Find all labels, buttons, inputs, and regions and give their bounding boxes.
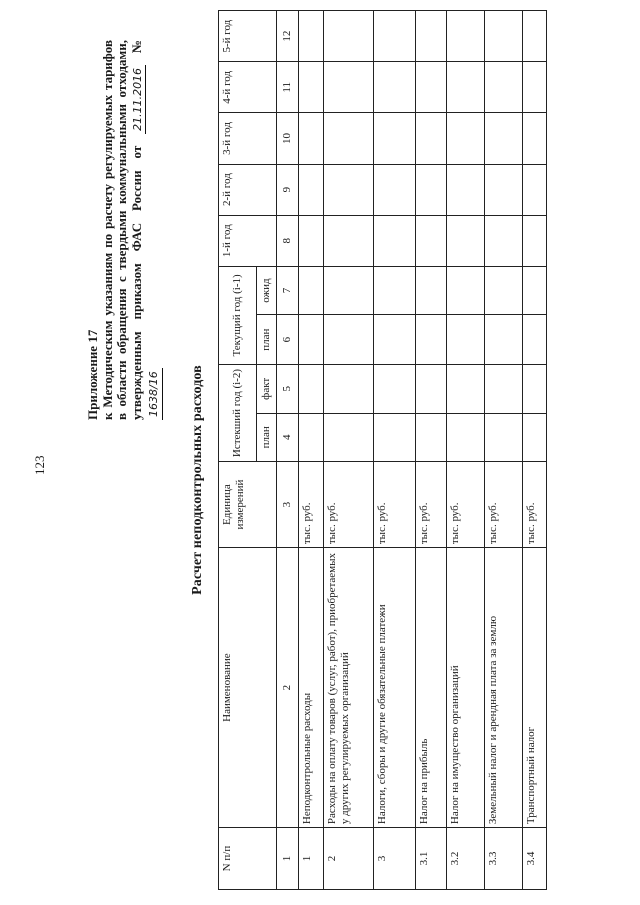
header-year-3: 3-й год bbox=[219, 113, 277, 164]
header-current-expected: ожид bbox=[257, 266, 277, 314]
header-year-5: 5-й год bbox=[219, 11, 277, 62]
column-number: 1 bbox=[277, 828, 299, 890]
row-unit: тыс. руб. bbox=[324, 461, 374, 547]
handwritten-date: 21.11.2016 bbox=[131, 65, 147, 134]
header-expired-plan: план bbox=[257, 413, 277, 461]
column-number: 2 bbox=[277, 548, 299, 828]
document-title: Расчет неподконтрольных расходов bbox=[190, 365, 205, 595]
row-num: 3.3 bbox=[485, 828, 523, 890]
column-number: 5 bbox=[277, 365, 299, 413]
header-expired-fact: факт bbox=[257, 365, 277, 413]
column-number: 6 bbox=[277, 315, 299, 365]
appendix-header bbox=[86, 40, 163, 420]
column-number: 4 bbox=[277, 413, 299, 461]
column-number: 11 bbox=[277, 62, 299, 113]
appendix-text: к Методическим указаниям по расчету регулируемых тарифов в области обращения с твердыми коммунальными отходами, утвержденным приказом ФАС России от bbox=[99, 40, 144, 420]
appendix-label: Приложение 17 bbox=[85, 329, 100, 420]
row-name: Транспортный налог bbox=[523, 548, 547, 828]
row-num: 3.4 bbox=[523, 828, 547, 890]
row-num: 3.2 bbox=[447, 828, 485, 890]
row-name: Налог на прибыль bbox=[416, 548, 447, 828]
handwritten-number: 1638/16 bbox=[147, 368, 163, 420]
header-year-1: 1-й год bbox=[219, 215, 277, 266]
header-num: N п/п bbox=[219, 828, 277, 890]
table-row bbox=[324, 11, 374, 890]
row-unit: тыс. руб. bbox=[299, 461, 324, 547]
row-num: 3.1 bbox=[416, 828, 447, 890]
table-row bbox=[447, 11, 485, 890]
table-row bbox=[299, 11, 324, 890]
row-num: 3 bbox=[374, 828, 416, 890]
header-year-2: 2-й год bbox=[219, 164, 277, 215]
header-expired-year: Истекший год (i-2) bbox=[219, 365, 257, 462]
header-current-year: Текущий год (i-1) bbox=[219, 266, 257, 364]
column-number: 7 bbox=[277, 266, 299, 314]
number-sign: № bbox=[128, 39, 144, 54]
header-unit: Единица измерений bbox=[219, 461, 277, 547]
table-row bbox=[485, 11, 523, 890]
column-number: 12 bbox=[277, 11, 299, 62]
header-year-4: 4-й год bbox=[219, 62, 277, 113]
row-unit: тыс. руб. bbox=[523, 461, 547, 547]
row-name: Земельный налог и арендная плата за землю bbox=[485, 548, 523, 828]
row-name: Неподконтрольные расходы bbox=[299, 548, 324, 828]
row-unit: тыс. руб. bbox=[485, 461, 523, 547]
column-number: 9 bbox=[277, 164, 299, 215]
expenses-table bbox=[218, 10, 547, 890]
header-current-plan: план bbox=[257, 315, 277, 365]
column-number: 10 bbox=[277, 113, 299, 164]
row-num: 1 bbox=[299, 828, 324, 890]
table-row bbox=[523, 11, 547, 890]
rotated-page-content bbox=[85, 10, 537, 890]
row-name: Налог на имущество организаций bbox=[447, 548, 485, 828]
table-row bbox=[416, 11, 447, 890]
row-unit: тыс. руб. bbox=[416, 461, 447, 547]
column-number: 8 bbox=[277, 215, 299, 266]
row-unit: тыс. руб. bbox=[447, 461, 485, 547]
row-num: 2 bbox=[324, 828, 374, 890]
column-number: 3 bbox=[277, 461, 299, 547]
row-name: Налоги, сборы и другие обязательные платежи bbox=[374, 548, 416, 828]
page-number: 123 bbox=[32, 455, 47, 475]
row-name: Расходы на оплату товаров (услуг, работ), приобретаемых у других регулируемых организаций bbox=[324, 548, 374, 828]
table-row bbox=[374, 11, 416, 890]
row-unit: тыс. руб. bbox=[374, 461, 416, 547]
header-name: Наименование bbox=[219, 548, 277, 828]
